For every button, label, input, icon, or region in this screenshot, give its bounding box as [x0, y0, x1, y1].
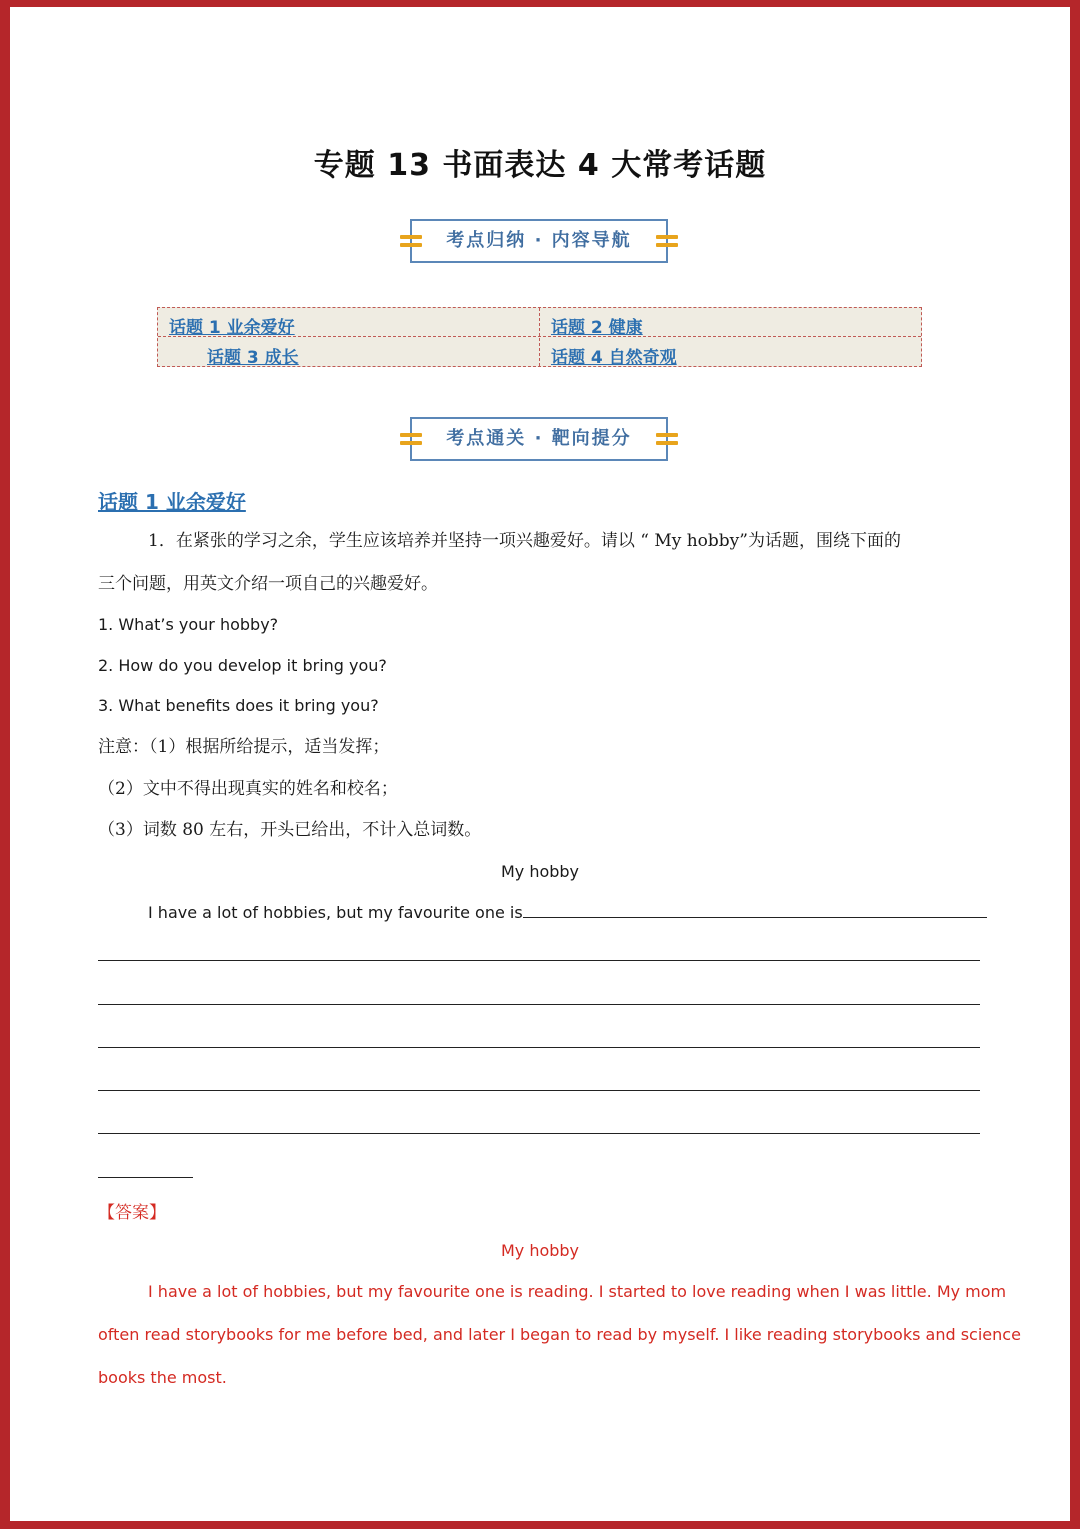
nav-link-topic-4[interactable]: 话题 4 自然奇观 — [551, 348, 677, 368]
answer-blank-line[interactable] — [98, 1177, 193, 1178]
essay-first-line — [148, 901, 987, 924]
question-intro-line-1: 1．在紧张的学习之余，学生应该培养并坚持一项兴趣爱好。请以 “ My hobby”为话题，围绕下面的 — [148, 531, 901, 551]
answer-essay-title: My hobby — [500, 1241, 580, 1260]
prompt-question-2: 2. How do you develop it bring you? — [98, 656, 387, 675]
prompt-question-1: 1. What’s your hobby? — [98, 615, 279, 634]
answer-line-2: often read storybooks for me before bed, and later I began to read by myself. I like reading storybooks and science — [98, 1325, 1021, 1344]
essay-title: My hobby — [500, 862, 580, 881]
prompt-question-3: 3. What benefits does it bring you? — [98, 696, 379, 715]
nav-link-topic-1[interactable]: 话题 1 业余爱好 — [169, 318, 295, 338]
note-line-3: （3）词数 80 左右，开头已给出，不计入总词数。 — [98, 820, 482, 840]
document-title: 专题 13 书面表达 4 大常考话题 — [313, 148, 767, 183]
banner-label: 考点归纳 · 内容导航 — [446, 230, 632, 251]
note-line-1: 注意：（1）根据所给提示，适当发挥； — [98, 737, 390, 757]
question-intro-line-2: 三个问题，用英文介绍一项自己的兴趣爱好。 — [98, 574, 438, 594]
practice-banner — [410, 417, 668, 461]
topic-nav-table — [157, 307, 922, 367]
answer-line-1: I have a lot of hobbies, but my favourite one is reading. I started to love reading when I was little. My mom — [148, 1282, 1007, 1301]
nav-link-topic-3[interactable]: 话题 3 成长 — [207, 348, 299, 368]
note-line-2: （2）文中不得出现真实的姓名和校名； — [98, 779, 398, 799]
answer-label: 【答案】 — [98, 1203, 166, 1223]
section-heading-topic-1[interactable]: 话题 1 业余爱好 — [98, 490, 246, 514]
answer-line-3: books the most. — [98, 1368, 227, 1387]
answer-blank[interactable] — [523, 901, 987, 918]
answer-blank-line[interactable] — [98, 1090, 980, 1091]
answer-blank-line[interactable] — [98, 1047, 980, 1048]
banner-label: 考点通关 · 靶向提分 — [446, 428, 632, 449]
answer-blank-line[interactable] — [98, 1133, 980, 1134]
double-bar-icon — [656, 235, 678, 247]
essay-opening-text: I have a lot of hobbies, but my favourite one is — [148, 903, 523, 922]
answer-blank-line[interactable] — [98, 1004, 980, 1005]
answer-blank-line[interactable] — [98, 960, 980, 961]
double-bar-icon — [656, 433, 678, 445]
content-nav-banner — [410, 219, 668, 263]
nav-link-topic-2[interactable]: 话题 2 健康 — [551, 318, 643, 338]
